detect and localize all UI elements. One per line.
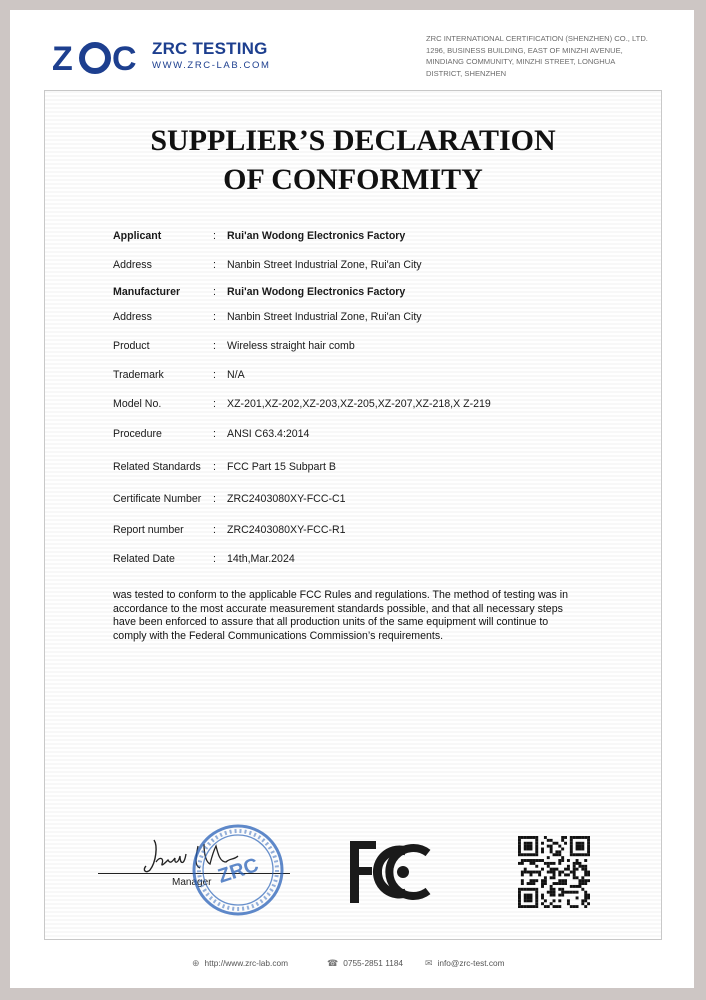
footer-email-text: info@zrc-test.com (437, 958, 505, 968)
field-value-trademark: N/A (227, 369, 245, 381)
field-label-manufacturer: Manufacturer (113, 286, 181, 298)
field-value-report-number: ZRC2403080XY-FCC-R1 (227, 524, 346, 536)
field-colon: : (213, 340, 216, 352)
field-value-address: Nanbin Street Industrial Zone, Rui'an City (227, 259, 422, 271)
fcc-logo (348, 839, 432, 905)
field-colon: : (213, 398, 216, 410)
field-value-product: Wireless straight hair comb (227, 340, 355, 352)
footer-phone (327, 958, 403, 969)
field-colon: : (213, 428, 216, 440)
field-colon: : (213, 553, 216, 565)
company-address-line: DISTRICT, SHENZHEN (426, 68, 507, 78)
qr-code-icon (518, 836, 590, 908)
field-label-product: Product (113, 340, 150, 352)
company-address-line: 1296, BUSINESS BUILDING, EAST OF MINZHI AVENUE, (426, 45, 623, 55)
zrc-seal-stamp (190, 822, 286, 918)
mail-icon: ✉ (425, 958, 433, 968)
field-value-manufacturer: Rui'an Wodong Electronics Factory (227, 286, 406, 298)
field-colon: : (213, 311, 216, 323)
zrc-logo (52, 37, 272, 77)
field-colon: : (213, 493, 216, 505)
field-value-procedure: ANSI C63.4:2014 (227, 428, 310, 440)
field-value-address: Nanbin Street Industrial Zone, Rui'an City (227, 311, 422, 323)
field-label-model-no: Model No. (113, 398, 162, 410)
svg-text:Z: Z (52, 40, 73, 77)
company-address-line: ZRC INTERNATIONAL CERTIFICATION (SHENZHEN) CO., LTD. (426, 34, 648, 43)
field-label-address: Address (113, 311, 152, 323)
statement-line: comply with the Federal Communications Commission’s requirements. (113, 629, 444, 642)
certificate-panel (44, 90, 662, 940)
company-address (426, 33, 652, 79)
globe-icon: ⊕ (192, 958, 200, 968)
brand-website: WWW.ZRC-LAB.COM (152, 60, 271, 71)
conformity-statement (113, 589, 583, 643)
field-colon: : (213, 461, 216, 473)
phone-icon: ☎ (327, 958, 339, 968)
statement-line: have been enforced to assure that all production units of the same equipment will continue to (113, 616, 549, 628)
footer-phone-text: 0755-2851 1184 (343, 958, 404, 968)
footer-email[interactable] (425, 958, 505, 969)
field-label-applicant: Applicant (113, 230, 162, 242)
field-label-address: Address (113, 259, 152, 271)
field-colon: : (213, 286, 216, 298)
zrc-logo-mark (52, 37, 148, 77)
field-label-related-standards: Related Standards (113, 461, 201, 473)
field-value-certificate-number: ZRC2403080XY-FCC-C1 (227, 493, 346, 505)
title-line: OF CONFORMITY (223, 163, 483, 196)
statement-line: was tested to conform to the applicable FCC Rules and regulations. The method of testing was in (113, 589, 568, 601)
brand-name: ZRC TESTING (152, 39, 268, 58)
svg-text:ZRC: ZRC (215, 854, 262, 888)
title-line: SUPPLIER’S DECLARATION (150, 124, 556, 157)
field-label-certificate-number: Certificate Number (113, 493, 202, 505)
field-label-related-date: Related Date (113, 553, 175, 565)
footer-website[interactable] (192, 958, 288, 969)
field-value-applicant: Rui'an Wodong Electronics Factory (227, 230, 406, 242)
field-value-related-date: 14th,Mar.2024 (227, 553, 295, 565)
signer-role: Manager (172, 877, 212, 888)
field-colon: : (213, 230, 216, 242)
field-colon: : (213, 524, 216, 536)
field-label-procedure: Procedure (113, 428, 162, 440)
field-colon: : (213, 369, 216, 381)
field-value-model-no: XZ-201,XZ-202,XZ-203,XZ-205,XZ-207,XZ-218,X Z-219 (227, 398, 491, 410)
field-colon: : (213, 259, 216, 271)
field-value-related-standards: FCC Part 15 Subpart B (227, 461, 336, 473)
company-address-line: MINDIANG COMMUNITY, MINZHI STREET, LONGHUA (426, 57, 616, 67)
footer-website-text: http://www.zrc-lab.com (204, 958, 288, 968)
svg-text:C: C (112, 40, 137, 77)
document-title (0, 121, 706, 199)
statement-line: accordance to the most accurate measurement standards possible, and that all necessary steps (113, 602, 563, 615)
field-label-trademark: Trademark (113, 369, 164, 381)
field-label-report-number: Report number (113, 524, 184, 536)
